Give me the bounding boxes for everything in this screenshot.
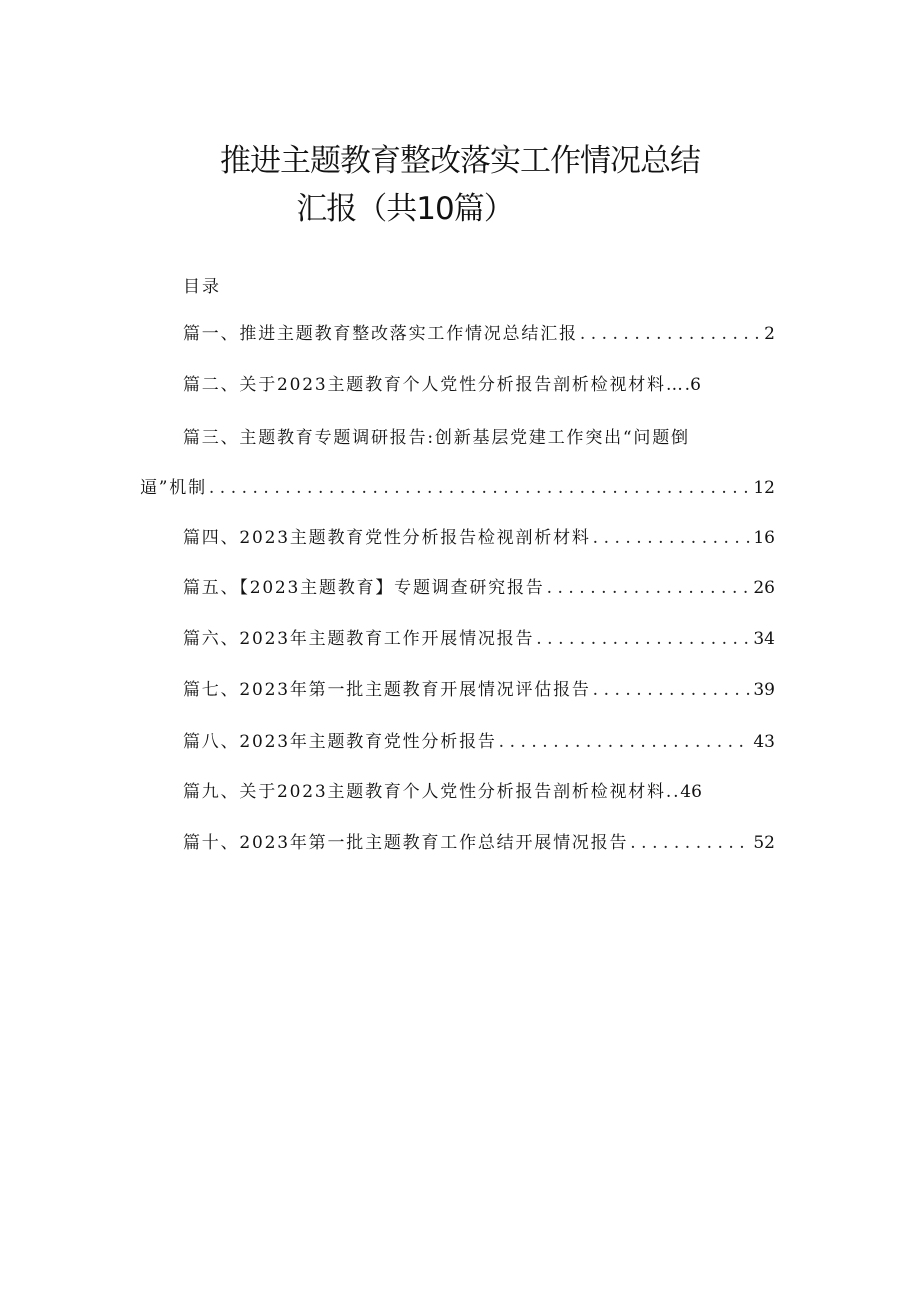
toc-entry-8[interactable] [183, 730, 775, 754]
document-title-line-2: 汇报（共10篇） [296, 191, 514, 227]
document-title-line-1: 推进主题教育整改落实工作情况总结 [220, 143, 700, 179]
toc-page-number: 26 [753, 578, 775, 598]
toc-page-number: 43 [753, 732, 775, 752]
toc-entry-title: 篇一、推进主题教育整改落实工作情况总结汇报 [183, 324, 578, 344]
toc-entry-title: 篇五、【2023主题教育】专题调查研究报告 [183, 578, 545, 598]
toc-leader [593, 678, 752, 702]
toc-entry-10[interactable] [183, 831, 775, 855]
toc-entry-title-line-2: 逼”机制 [140, 478, 207, 498]
toc-entry-title: 篇七、2023年第一批主题教育开展情况评估报告 [183, 680, 591, 700]
toc-page-number: 12 [753, 478, 775, 498]
toc-page-number: 39 [753, 680, 775, 700]
toc-entry-3[interactable] [183, 426, 743, 450]
toc-entry-title: 篇八、2023年主题教育党性分析报告 [183, 732, 497, 752]
toc-entry-4[interactable] [183, 526, 775, 550]
toc-page-number: 52 [753, 833, 775, 853]
toc-entry-5[interactable] [183, 576, 775, 600]
toc-entry-9[interactable] [183, 780, 775, 804]
toc-entry-2[interactable] [183, 373, 775, 397]
toc-page-number: .6 [684, 375, 701, 395]
toc-leader [547, 576, 752, 600]
toc-entry-7[interactable] [183, 678, 775, 702]
toc-entry-1[interactable] [183, 322, 775, 346]
toc-entry-title: 篇六、2023年主题教育工作开展情况报告 [183, 629, 535, 649]
toc-leader [209, 476, 751, 500]
toc-entry-3-continued[interactable] [140, 476, 775, 500]
toc-heading: 目录 [183, 277, 221, 297]
toc-page-number: 16 [753, 528, 775, 548]
toc-leader [499, 730, 752, 754]
toc-leader [580, 322, 762, 346]
toc-page-number: 2 [764, 324, 775, 344]
toc-entry-title-line-1: 篇三、主题教育专题调研报告:创新基层党建工作突出“问题倒 [183, 428, 690, 448]
toc-page-number: 34 [753, 629, 775, 649]
toc-leader [593, 526, 752, 550]
toc-entry-title: 篇九、关于2023主题教育个人党性分析报告剖析检视材料.. [183, 782, 681, 802]
toc-entry-6[interactable] [183, 627, 775, 651]
toc-page-number: 46 [680, 782, 702, 802]
toc-leader [536, 627, 751, 651]
toc-entry-title: 篇十、2023年第一批主题教育工作总结开展情况报告 [183, 833, 629, 853]
toc-entry-title: 篇四、2023主题教育党性分析报告检视剖析材料 [183, 528, 591, 548]
toc-entry-title: 篇二、关于2023主题教育个人党性分析报告剖析检视材料… [183, 375, 685, 395]
toc-leader [630, 831, 751, 855]
